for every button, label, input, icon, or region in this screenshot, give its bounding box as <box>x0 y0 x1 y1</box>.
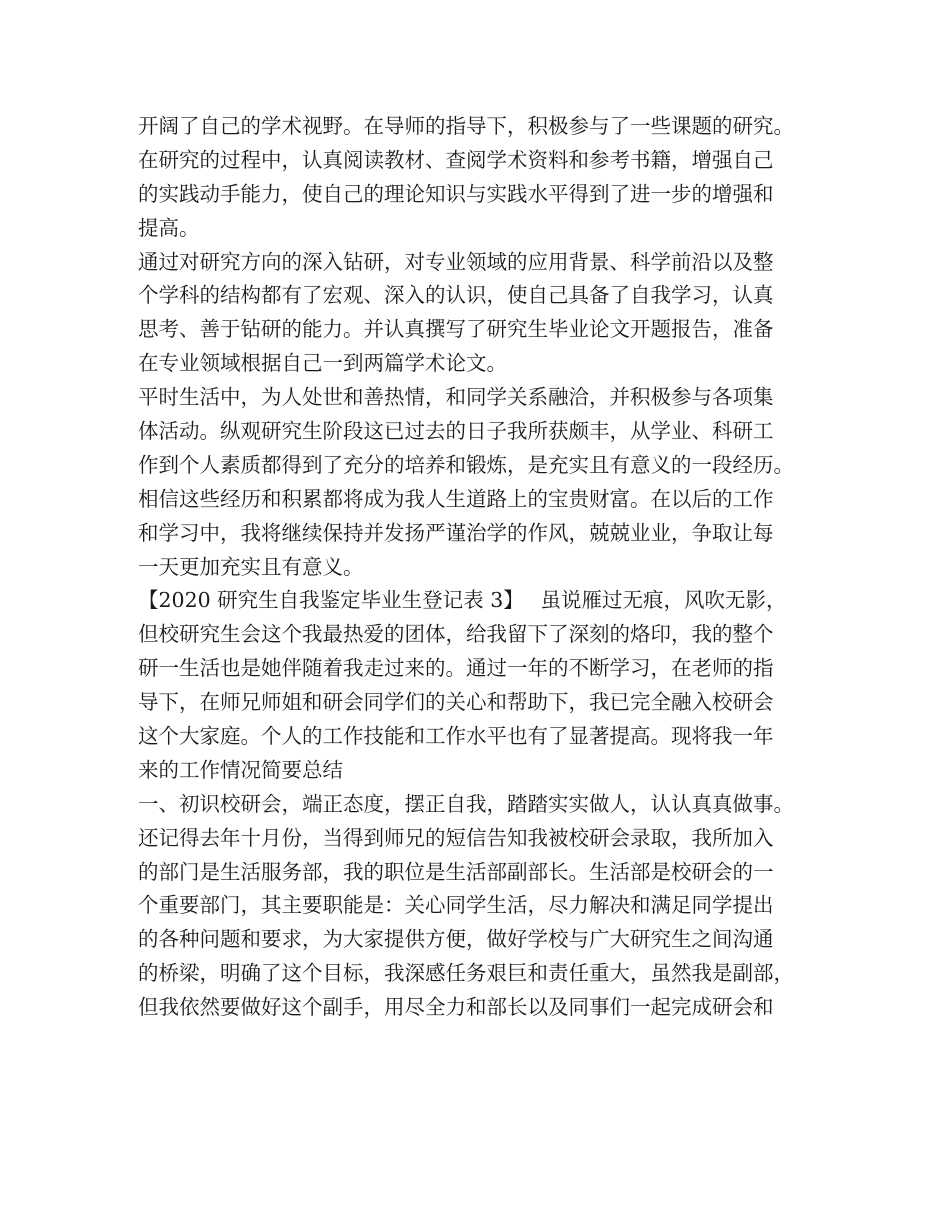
text-line: 的实践动手能力，使自己的理论知识与实践水平得到了进一步的增强和 <box>138 181 774 206</box>
text-line: 在专业领域根据自己一到两篇学术论文。 <box>138 351 507 376</box>
text-line: 的各种问题和要求，为大家提供方便，做好学校与广大研究生之间沟通 <box>138 927 774 952</box>
text-line: 来的工作情况简要总结 <box>138 757 343 782</box>
text-line: 相信这些经历和积累都将成为我人生道路上的宝贵财富。在以后的工作 <box>138 486 774 511</box>
text-line: 作到个人素质都得到了充分的培养和锻炼，是充实且有意义的一段经历。 <box>138 452 794 477</box>
text-line: 平时生活中，为人处世和善热情，和同学关系融洽，并积极参与各项集 <box>138 385 774 410</box>
section-heading-line: 【2020 研究生自我鉴定毕业生登记表 3】 虽说雁过无痕，风吹无影， <box>138 588 787 613</box>
text-line: 开阔了自己的学术视野。在导师的指导下，积极参与了一些课题的研究。 <box>138 114 794 138</box>
text-line: 的部门是生活服务部，我的职位是生活部副部长。生活部是校研会的一 <box>138 859 774 884</box>
text-line: 和学习中，我将继续保持并发扬严谨治学的作风，兢兢业业，争取让每 <box>138 520 774 545</box>
text-line: 导下，在师兄师姐和研会同学们的关心和帮助下，我已完全融入校研会 <box>138 690 774 715</box>
text-line: 但校研究生会这个我最热爱的团体，给我留下了深刻的烙印，我的整个 <box>138 622 774 647</box>
text-line: 思考、善于钻研的能力。并认真撰写了研究生毕业论文开题报告，准备 <box>138 317 774 342</box>
text-line: 通过对研究方向的深入钻研，对专业领域的应用背景、科学前沿以及整 <box>138 249 774 274</box>
text-line: 体活动。纵观研究生阶段这已过去的日子我所获颇丰，从学业、科研工 <box>138 419 774 444</box>
text-line: 的桥梁，明确了这个目标，我深感任务艰巨和责任重大，虽然我是副部， <box>138 961 794 986</box>
text-line: 但我依然要做好这个副手，用尽全力和部长以及同事们一起完成研会和 <box>138 995 774 1020</box>
text-line: 一天更加充实且有意义。 <box>138 554 364 579</box>
text-line: 个学科的结构都有了宏观、深入的认识，使自己具备了自我学习，认真 <box>138 283 774 308</box>
document-body <box>138 110 818 1025</box>
text-line: 在研究的过程中，认真阅读教材、查阅学术资料和参考书籍，增强自己 <box>138 147 774 172</box>
text-line: 提高。 <box>138 215 200 240</box>
text-line: 一、初识校研会，端正态度，摆正自我，踏踏实实做人，认认真真做事。 <box>138 791 794 816</box>
text-line: 个重要部门，其主要职能是：关心同学生活，尽力解决和满足同学提出 <box>138 893 774 918</box>
text-line: 这个大家庭。个人的工作技能和工作水平也有了显著提高。现将我一年 <box>138 724 774 749</box>
text-line: 还记得去年十月份，当得到师兄的短信告知我被校研会录取，我所加入 <box>138 825 774 850</box>
text-line: 研一生活也是她伴随着我走过来的。通过一年的不断学习，在老师的指 <box>138 656 774 681</box>
